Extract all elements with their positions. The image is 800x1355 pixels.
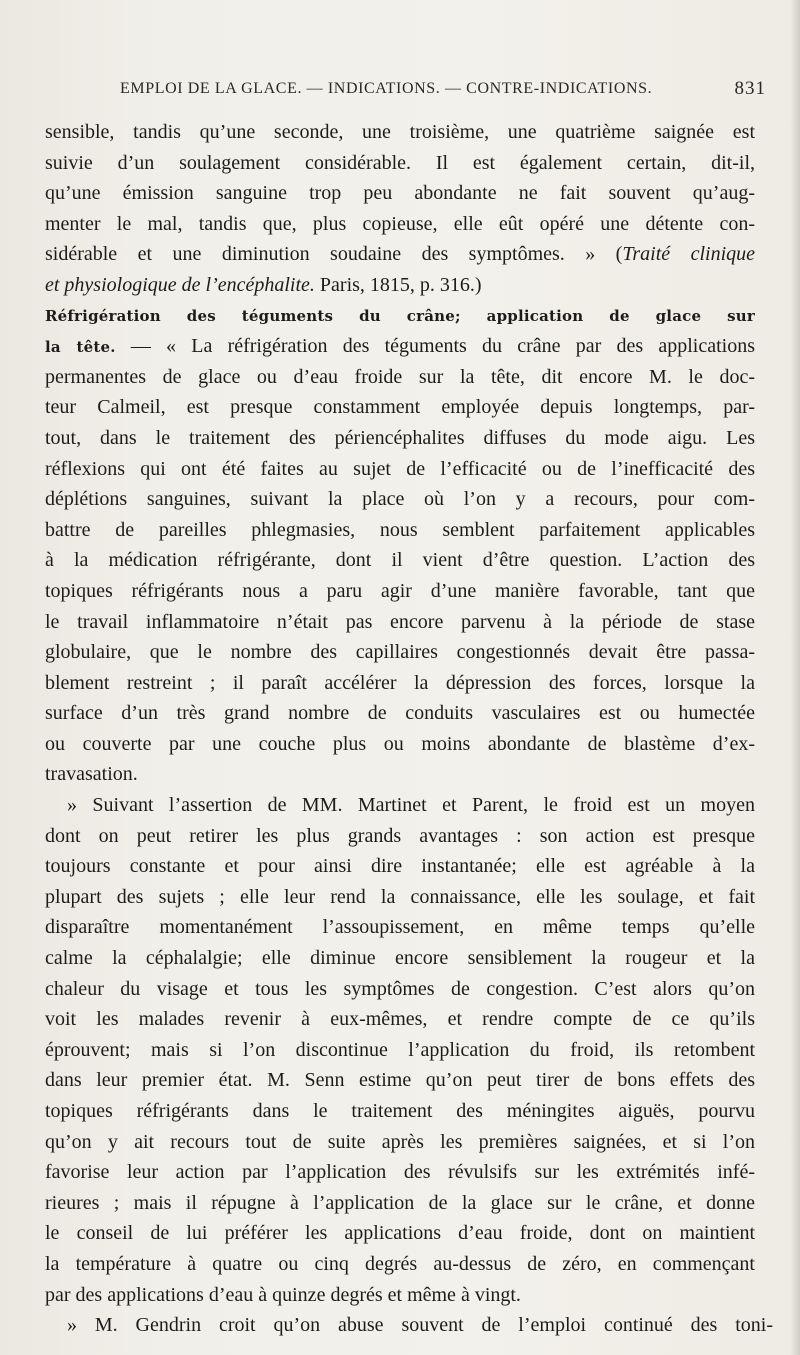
text-line: calme la céphalalgie; elle diminue encore sensiblement la rougeur et la [45, 947, 755, 970]
page-edge-shadow [790, 0, 800, 1355]
text-line: à la médication réfrigérante, dont il vient d’être question. L’action des [45, 549, 755, 572]
text-line: disparaître momentanément l’assoupissement, en même temps qu’elle [45, 916, 755, 939]
text-line-paragraph-start: » Suivant l’assertion de MM. Martinet et Parent, le froid est un moyen [67, 794, 755, 817]
text-line: dans leur premier état. M. Senn estime qu’on peut tirer de bons effets des [45, 1069, 755, 1092]
text-line: dont on peut retirer les plus grands avantages : son action est presque [45, 824, 755, 847]
text-line: la température à quatre ou cinq degrés au-dessus de zéro, en commençant [45, 1252, 755, 1275]
text-run: sidérable et une diminution soudaine des symptômes. » ( [45, 243, 623, 266]
text-line-with-citation [45, 270, 755, 301]
text-line: voit les malades revenir à eux-mêmes, et rendre compte de ce qu’ils [45, 1008, 755, 1031]
text-line: chaleur du visage et tous les symptômes de congestion. C’est alors qu’on [45, 977, 755, 1000]
text-line: ou couverte par une couche plus ou moins abondante de blastème d’ex- [45, 732, 755, 755]
text-line: sensible, tandis qu’une seconde, une troisième, une quatrième saignée est [45, 121, 755, 143]
text-line: travasation. [45, 763, 138, 786]
text-line: déplétions sanguines, suivant la place où l’on y a recours, pour com- [45, 488, 755, 511]
page-number: 831 [734, 78, 766, 99]
text-line: globulaire, que le nombre des capillaires congestionnés devait être passa- [45, 641, 755, 664]
text-run: — « La réfrigération des téguments du crâne par des applications [115, 335, 756, 358]
text-line-paragraph-start: » M. Gendrin croit qu’on abuse souvent de l’emploi continué des toni- [67, 1314, 773, 1337]
text-line: qu’on y ait recours tout de suite après les premières saignées, et si l’on [45, 1130, 755, 1153]
text-line: toujours constante et pour ainsi dire instantanée; elle est agréable à la [45, 855, 755, 878]
text-line: le conseil de lui préférer les applications d’eau froide, dont on maintient [45, 1222, 755, 1245]
running-head [120, 80, 766, 104]
text-line: teur Calmeil, est presque constamment employée depuis longtemps, par- [45, 396, 755, 419]
citation-title-part1: Traité clinique [622, 243, 756, 266]
citation-details: Paris, 1815, p. 316.) [314, 273, 482, 296]
text-line-with-heading [45, 331, 755, 362]
text-line: rieures ; mais il répugne à l’application de la glace sur le crâne, et donne [45, 1191, 755, 1214]
body-text [45, 117, 773, 1341]
text-line: qu’une émission sanguine trop peu abondante ne fait souvent qu’aug- [45, 182, 755, 205]
text-line: menter le mal, tandis que, plus copieuse, elle eût opéré une détente con- [45, 212, 755, 235]
text-line: suivie d’un soulagement considérable. Il est également certain, dit-il, [45, 151, 755, 174]
text-line: battre de pareilles phlegmasies, nous semblent parfaitement applicables [45, 518, 755, 541]
text-line: topiques réfrigérants nous a paru agir d’une manière favorable, tant que [45, 579, 755, 602]
text-line: permanentes de glace ou d’eau froide sur la tête, dit encore M. le doc- [45, 365, 755, 388]
text-line: réflexions qui ont été faites au sujet de l’efficacité ou de l’inefficacité des [45, 457, 755, 480]
section-heading: Réfrigération des téguments du crâne; application de glace sur [45, 306, 755, 325]
text-line: par des applications d’eau à quinze degrés et même à vingt. [45, 1283, 521, 1306]
running-head-title: EMPLOI DE LA GLACE. — INDICATIONS. — CONTRE-INDICATIONS. [120, 80, 653, 97]
text-line: surface d’un très grand nombre de conduits vasculaires est ou humectée [45, 702, 755, 725]
text-line: éprouvent; mais si l’on discontinue l’application du froid, ils retombent [45, 1038, 755, 1061]
text-line: plupart des sujets ; elle leur rend la connaissance, elle les soulage, et fait [45, 885, 755, 908]
text-line: topiques réfrigérants dans le traitement des méningites aiguës, pourvu [45, 1100, 755, 1122]
text-line: le travail inflammatoire n’était pas encore parvenu à la période de stase [45, 610, 755, 633]
section-heading-end: la tête. [45, 338, 116, 357]
text-line-with-citation [45, 239, 755, 270]
text-line: favorise leur action par l’application des révulsifs sur les extrémités infé- [45, 1161, 755, 1184]
text-line: tout, dans le traitement des périencéphalites diffuses du mode aigu. Les [45, 426, 755, 449]
text-line: blement restreint ; il paraît accélérer la dépression des forces, lorsque la [45, 671, 755, 694]
citation-title-part2: et physiologique de l’encéphalite. [45, 273, 315, 296]
